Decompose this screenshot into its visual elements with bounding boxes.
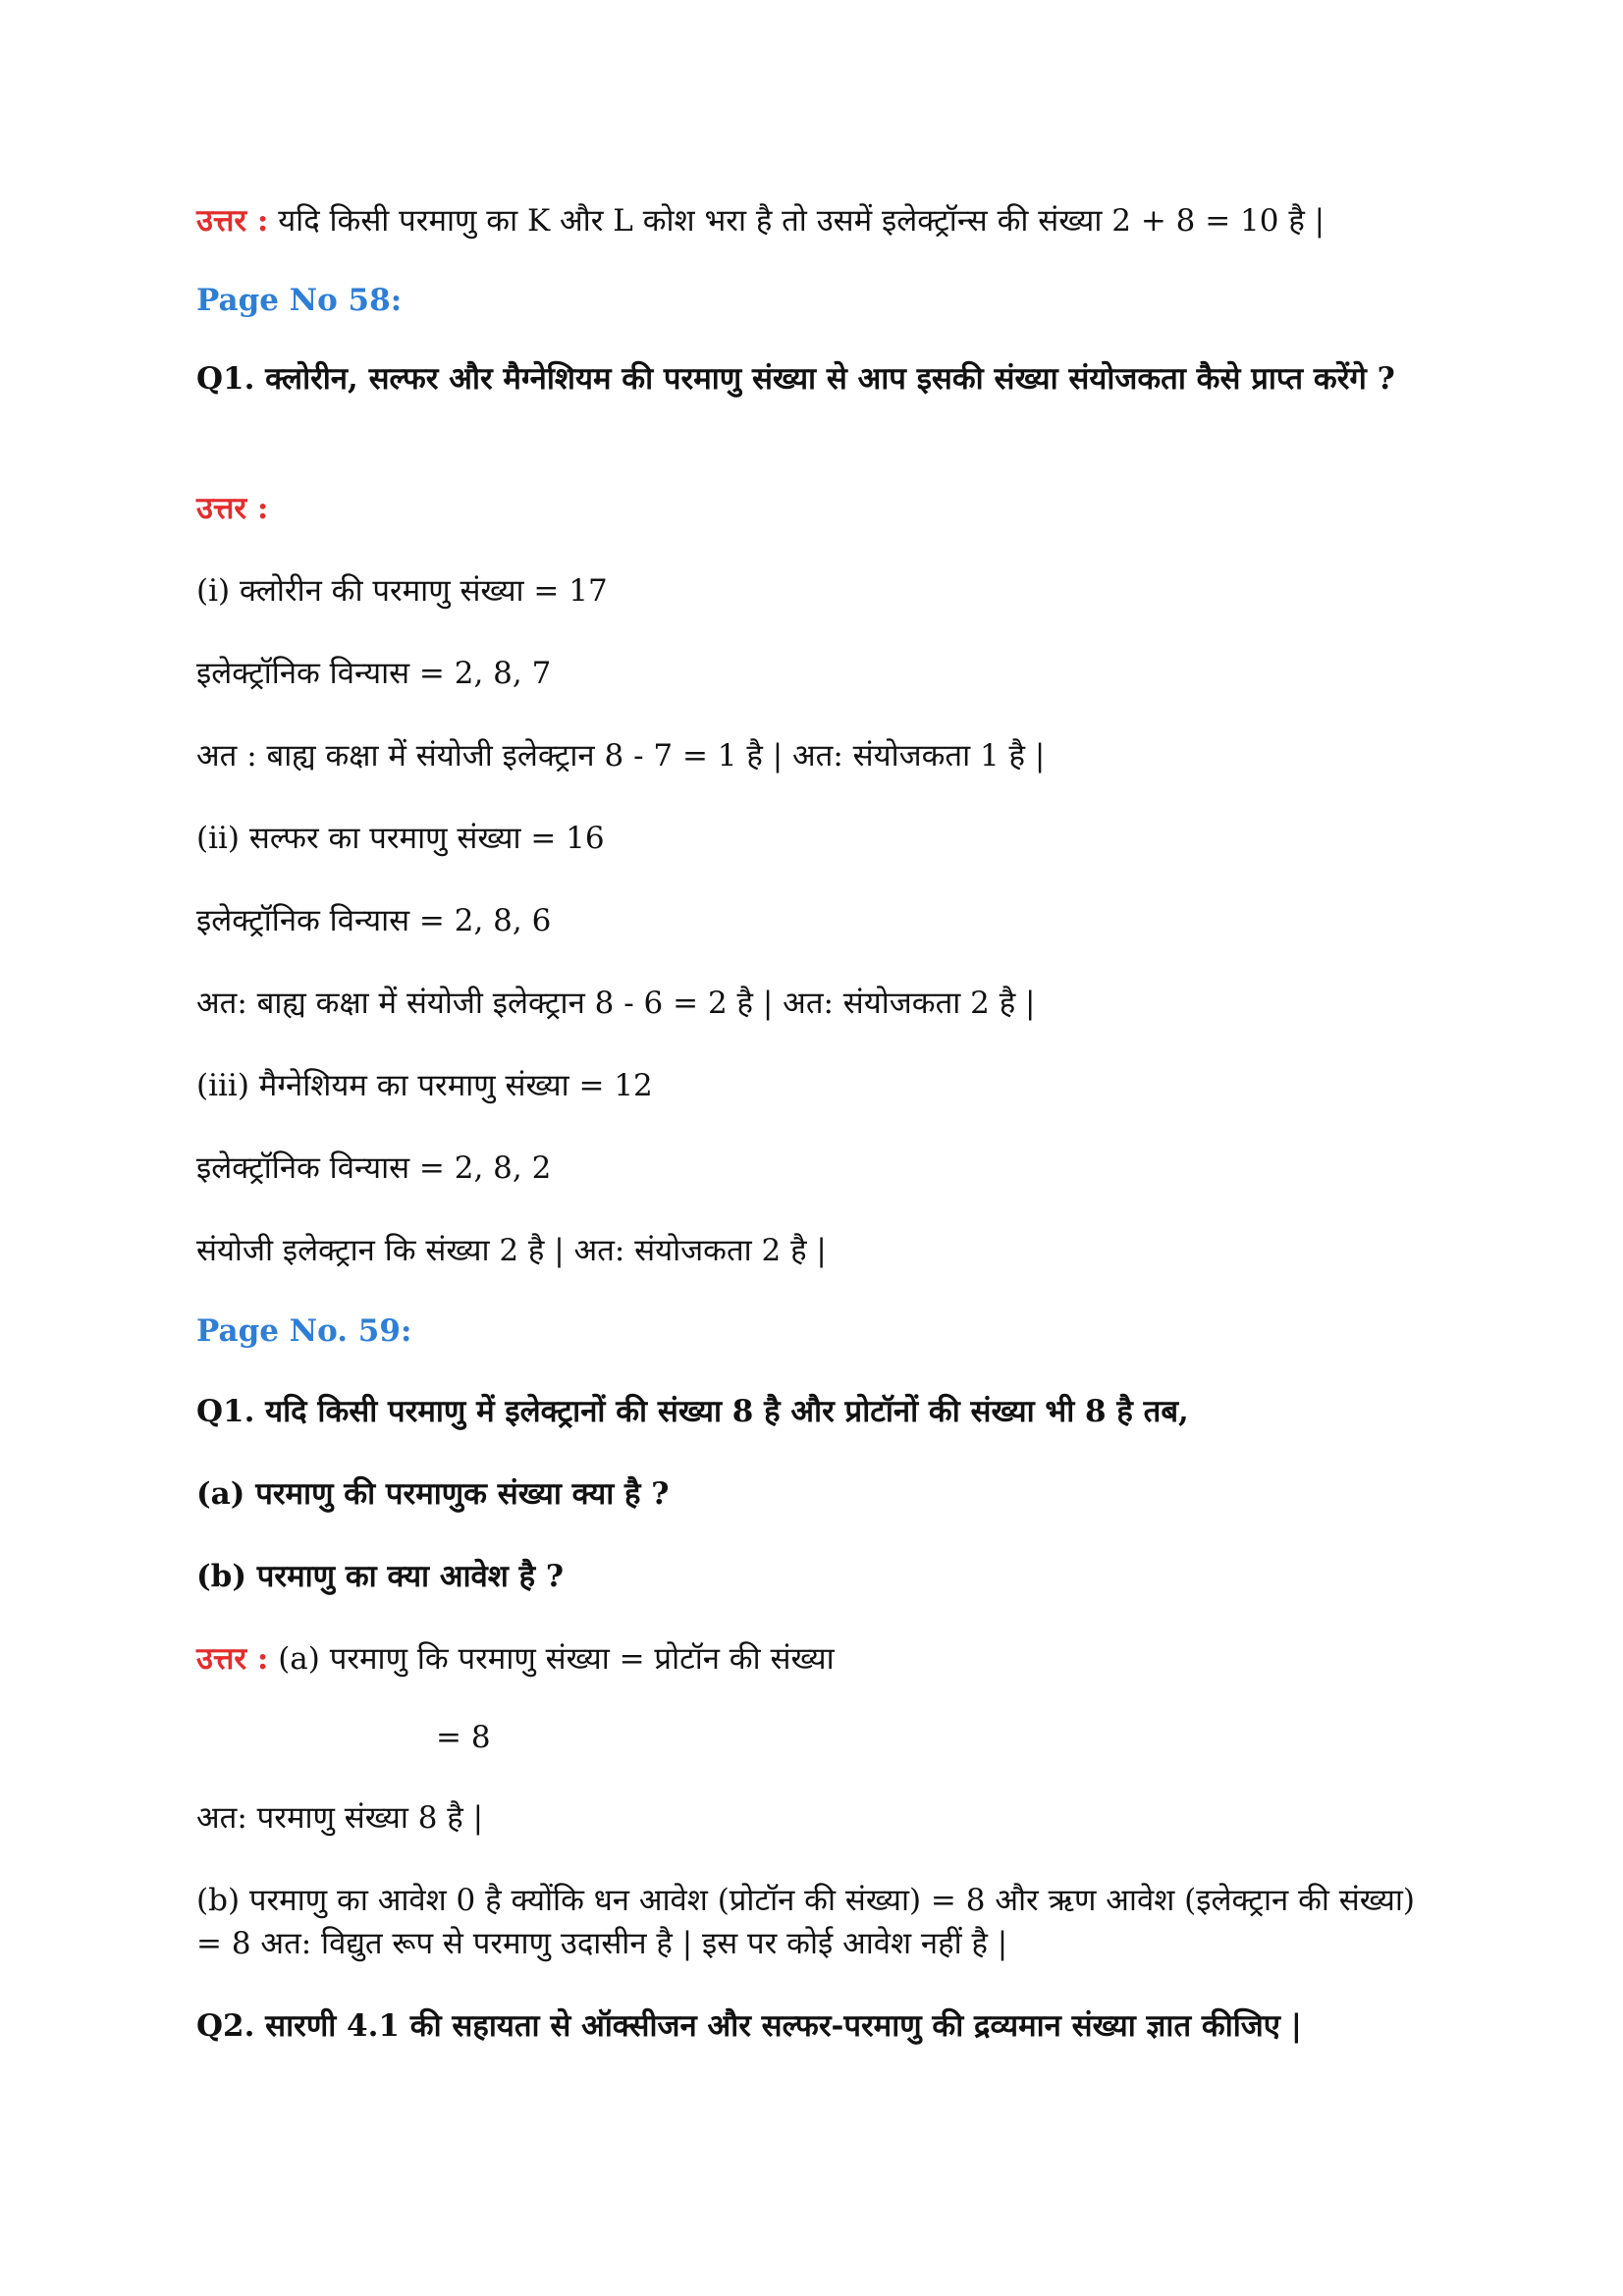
page-heading-59: Page No. 59: — [196, 1313, 412, 1349]
answer-line: (iii) मैग्नेशियम का परमाणु संख्या = 12 — [196, 1068, 653, 1103]
question-1-page-59: Q1. यदि किसी परमाणु में इलेक्ट्रानों की संख्या 8 है और प्रोटॉनों की संख्या भी 8 है तब, — [196, 1394, 1189, 1429]
answer-line: अत : बाह्य कक्षा में संयोजी इलेक्ट्रान 8 - 7 = 1 है | अत: संयोजकता 1 है | — [196, 738, 1046, 774]
answer-line: = 8 — [436, 1720, 491, 1755]
answer-label: उत्तर : — [196, 1641, 269, 1677]
answer-line: इलेक्ट्रॉनिक विन्यास = 2, 8, 2 — [196, 1150, 552, 1186]
question-2: Q2. सारणी 4.1 की सहायता से ऑक्सीजन और सल्फर-परमाणु की द्रव्यमान संख्या ज्ञात कीजिए | — [196, 2008, 1302, 2044]
answer-line: अत: बाह्य कक्षा में संयोजी इलेक्ट्रान 8 - 6 = 2 है | अत: संयोजकता 2 है | — [196, 986, 1036, 1021]
answer-paragraph: (b) परमाणु का आवेश 0 है क्योंकि धन आवेश (प्रोटॉन की संख्या) = 8 और ऋण आवेश (इलेक्ट्रान की संख्या) = 8 अत: विद्युत रूप से परमाणु उदासीन है | इस पर कोई आवेश नहीं है | — [196, 1883, 1415, 1961]
answer-label: उत्तर : — [196, 203, 269, 239]
answer-line: संयोजी इलेक्ट्रान कि संख्या 2 है | अत: संयोजकता 2 है | — [196, 1233, 827, 1268]
question-1b: (b) परमाणु का क्या आवेश है ? — [196, 1559, 565, 1594]
answer-line: इलेक्ट्रॉनिक विन्यास = 2, 8, 6 — [196, 903, 552, 938]
question-1-page-58: Q1. क्लोरीन, सल्फर और मैग्नेशियम की परमाणु संख्या से आप इसकी संख्या संयोजकता कैसे प्राप्त करेंगे ? — [196, 361, 1395, 397]
answer-line — [196, 199, 1436, 242]
answer-line: अत: परमाणु संख्या 8 है | — [196, 1800, 484, 1836]
answer-label: उत्तर : — [196, 491, 269, 526]
answer-text: यदि किसी परमाणु का K और L कोश भरा है तो उसमें इलेक्ट्रॉन्स की संख्या 2 + 8 = 10 है | — [278, 203, 1325, 239]
answer-line: (ii) सल्फर का परमाणु संख्या = 16 — [196, 821, 605, 856]
question-1a: (a) परमाणु की परमाणुक संख्या क्या है ? — [196, 1476, 670, 1512]
answer-line — [196, 1637, 1436, 1681]
page-heading-58: Page No 58: — [196, 283, 403, 318]
answer-line: इलेक्ट्रॉनिक विन्यास = 2, 8, 7 — [196, 656, 552, 691]
answer-line: (i) क्लोरीन की परमाणु संख्या = 17 — [196, 573, 608, 609]
answer-text: (a) परमाणु कि परमाणु संख्या = प्रोटॉन की संख्या — [278, 1641, 835, 1677]
